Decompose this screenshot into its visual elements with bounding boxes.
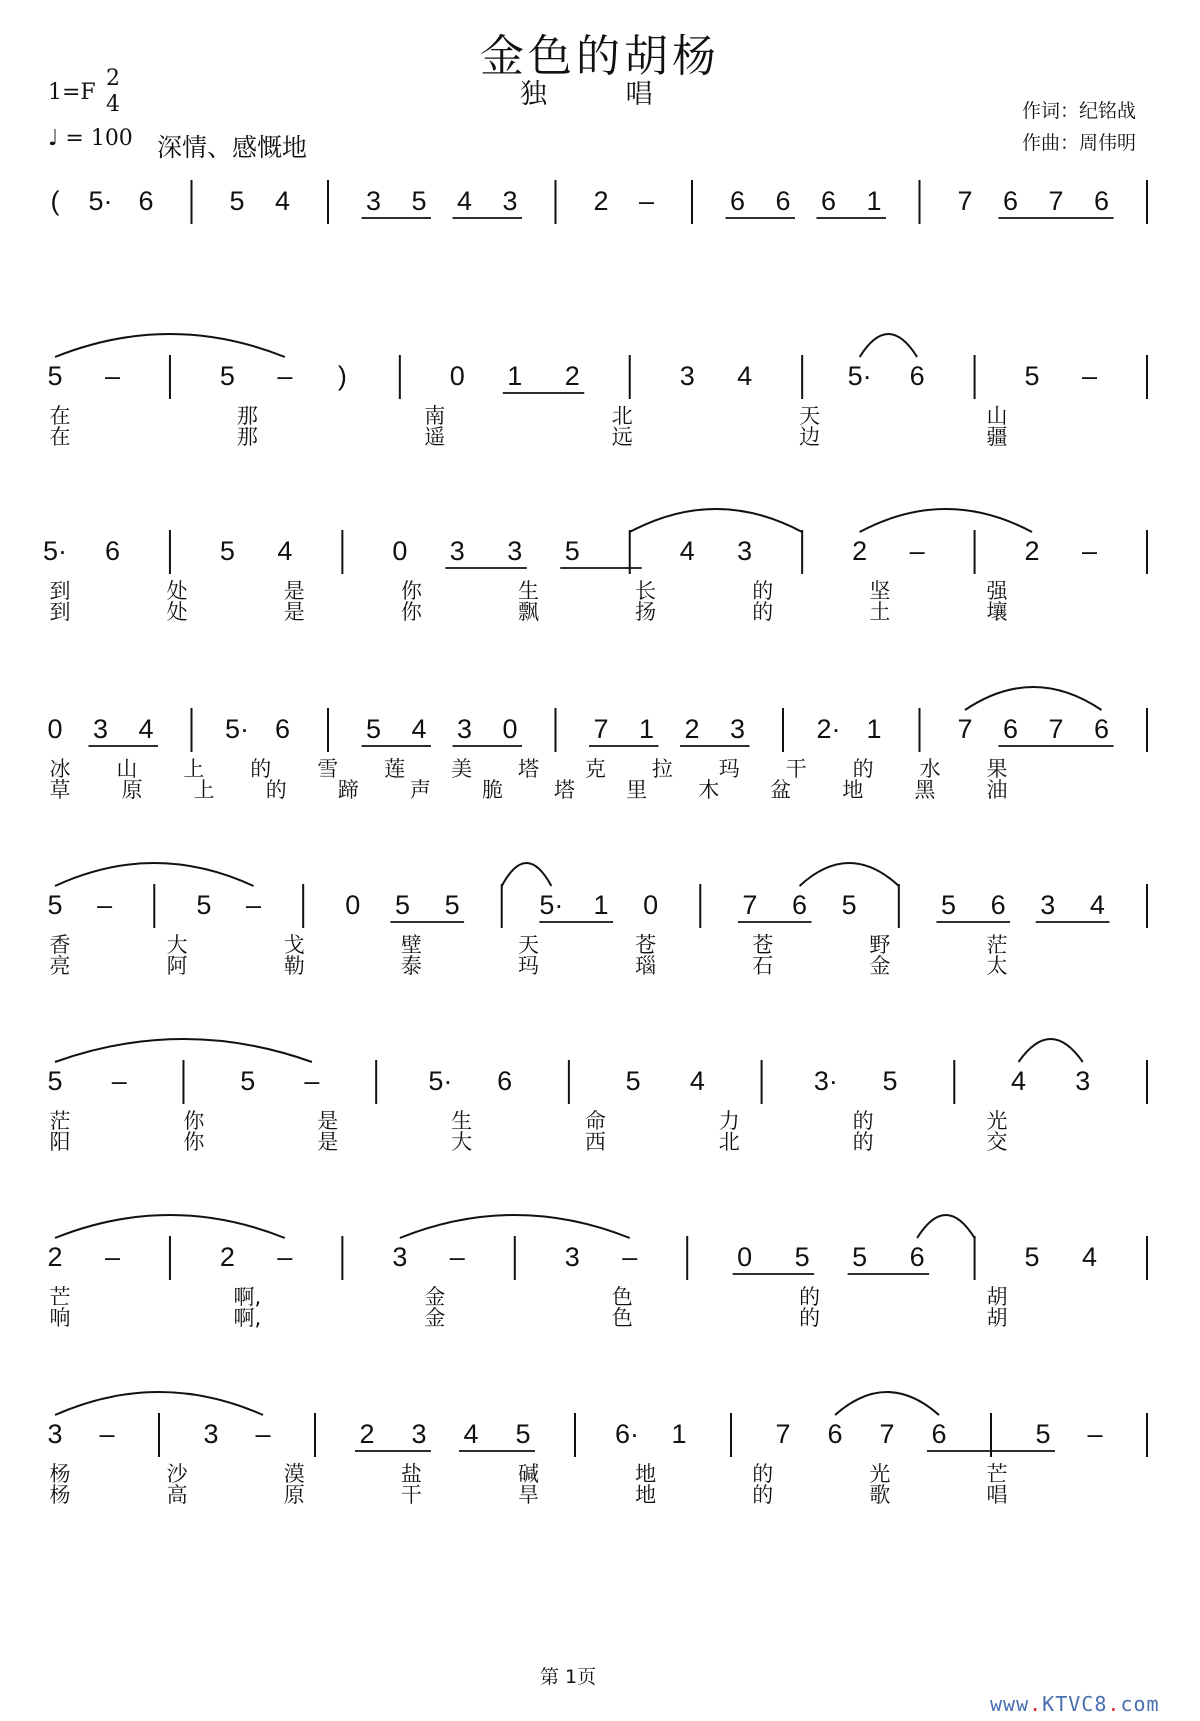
note: 0 bbox=[737, 1242, 753, 1272]
note: 4 bbox=[463, 1419, 479, 1449]
lyric: 土 bbox=[869, 600, 891, 624]
note: 4 bbox=[1089, 890, 1105, 920]
lyric: 地 bbox=[842, 778, 864, 802]
note: 6 bbox=[274, 714, 291, 744]
lyric: 强 bbox=[986, 579, 1008, 603]
tempo-value: = 100 bbox=[65, 126, 133, 151]
note: 5 bbox=[47, 1066, 63, 1096]
note: 1 bbox=[638, 714, 655, 744]
note: 3 bbox=[365, 186, 382, 216]
note: 5· bbox=[42, 536, 68, 566]
lyric: 干 bbox=[400, 1483, 422, 1507]
lyric: 高 bbox=[166, 1483, 188, 1507]
lyric: 勒 bbox=[283, 954, 305, 978]
note: 5 bbox=[515, 1419, 531, 1449]
lyric: 你 bbox=[183, 1109, 205, 1133]
note: 0 bbox=[449, 361, 465, 391]
slur bbox=[630, 509, 802, 532]
watermark-part-b: KTVC8 bbox=[1042, 1692, 1108, 1716]
lyric: 泰 bbox=[400, 954, 422, 978]
lyric: 响 bbox=[49, 1306, 71, 1330]
lyric: 杨 bbox=[49, 1483, 71, 1507]
note: 0 bbox=[643, 890, 659, 920]
note: 6· bbox=[614, 1419, 640, 1449]
lyric: 原 bbox=[121, 778, 143, 802]
note: 7 bbox=[957, 186, 973, 216]
note: 5 bbox=[219, 361, 235, 391]
slur bbox=[55, 1392, 263, 1415]
lyric: 是 bbox=[317, 1109, 339, 1133]
lyric: 的 bbox=[752, 1483, 774, 1507]
lyric: 疆 bbox=[986, 425, 1008, 449]
lyric: 的 bbox=[265, 778, 287, 802]
note: 5 bbox=[625, 1066, 641, 1096]
lyricist-credit: 作词：纪铭战 bbox=[1022, 100, 1137, 122]
lyric: 的 bbox=[852, 1130, 874, 1154]
lyric: 的 bbox=[752, 579, 774, 603]
lyric: 的 bbox=[752, 600, 774, 624]
note: 3 bbox=[507, 536, 523, 566]
note: 6 bbox=[827, 1419, 843, 1449]
note: 6 bbox=[497, 1066, 513, 1096]
note: 6 bbox=[1002, 714, 1019, 744]
note: – bbox=[255, 1419, 271, 1449]
slur bbox=[965, 687, 1102, 710]
note: – bbox=[246, 890, 262, 920]
note: 2 bbox=[47, 1242, 63, 1272]
note: 4 bbox=[277, 536, 293, 566]
note: 5 bbox=[940, 890, 956, 920]
lyric: 南 bbox=[424, 404, 446, 428]
lyric: 苍 bbox=[635, 933, 657, 957]
lyric: 漠 bbox=[283, 1462, 305, 1486]
lyric: 处 bbox=[166, 600, 188, 624]
note: 5 bbox=[47, 361, 63, 391]
lyric: 坚 bbox=[869, 579, 891, 603]
note: 6 bbox=[792, 890, 808, 920]
lyric: 戈 bbox=[283, 933, 305, 957]
note: 6 bbox=[775, 186, 791, 216]
note: 5 bbox=[1035, 1419, 1051, 1449]
lyric: 生 bbox=[518, 579, 539, 603]
note: 5 bbox=[229, 186, 245, 216]
note: 4 bbox=[138, 714, 154, 744]
note: – bbox=[638, 186, 655, 216]
note: 6 bbox=[729, 186, 746, 216]
note: – bbox=[104, 1242, 120, 1272]
lyric: 力 bbox=[718, 1109, 740, 1133]
note: 6 bbox=[909, 1242, 925, 1272]
lyric: 玛 bbox=[718, 757, 740, 781]
note: 3 bbox=[737, 536, 753, 566]
lyric: 盆 bbox=[770, 778, 792, 802]
lyric: 芒 bbox=[49, 1285, 71, 1309]
key-signature: 1=F bbox=[48, 80, 96, 105]
lyric: 扬 bbox=[635, 600, 657, 624]
lyric: 玛 bbox=[518, 954, 539, 978]
note: 6 bbox=[138, 186, 154, 216]
note: 5 bbox=[794, 1242, 810, 1272]
slur bbox=[835, 1392, 939, 1415]
note: – bbox=[1082, 536, 1098, 566]
lyric: 的 bbox=[250, 757, 272, 781]
note: 5 bbox=[564, 536, 580, 566]
note: – bbox=[909, 536, 925, 566]
lyric: 在 bbox=[49, 404, 71, 428]
lyric: 色 bbox=[611, 1285, 633, 1309]
lyric: 边 bbox=[799, 425, 821, 449]
lyric: 塔 bbox=[554, 778, 576, 802]
note: 3 bbox=[729, 714, 746, 744]
lyric: 的 bbox=[799, 1306, 821, 1330]
lyric: 远 bbox=[611, 425, 633, 449]
note: 1 bbox=[671, 1419, 687, 1449]
note: 3 bbox=[1040, 890, 1056, 920]
note: 5 bbox=[240, 1066, 256, 1096]
watermark-part-c: com bbox=[1120, 1692, 1160, 1716]
note: – bbox=[622, 1242, 638, 1272]
lyric: 命 bbox=[584, 1109, 606, 1133]
lyric: 果 bbox=[986, 757, 1008, 781]
lyric: 沙 bbox=[166, 1462, 188, 1486]
note: 5· bbox=[428, 1066, 453, 1096]
lyric: 石 bbox=[752, 954, 774, 978]
lyric: 蹄 bbox=[337, 778, 359, 802]
note: – bbox=[1087, 1419, 1103, 1449]
lyric: 黑 bbox=[914, 778, 936, 802]
note: 2· bbox=[816, 714, 841, 744]
note: 6 bbox=[909, 361, 925, 391]
note: 7 bbox=[742, 890, 758, 920]
lyric: 阳 bbox=[49, 1130, 71, 1154]
lyric: 塔 bbox=[518, 757, 539, 781]
slur bbox=[917, 1215, 974, 1238]
time-signature-bottom: 4 bbox=[106, 92, 120, 117]
note: 1 bbox=[866, 714, 882, 744]
lyric: 的 bbox=[752, 1462, 774, 1486]
note: 7 bbox=[1048, 714, 1064, 744]
lyric: 水 bbox=[919, 757, 941, 781]
note: 3 bbox=[92, 714, 109, 744]
lyric: 大 bbox=[451, 1130, 473, 1154]
lyric: 你 bbox=[183, 1130, 205, 1154]
lyric: 野 bbox=[869, 933, 891, 957]
note: 2 bbox=[359, 1419, 375, 1449]
note: 0 bbox=[392, 536, 408, 566]
slur bbox=[1019, 1039, 1083, 1062]
lyric: 是 bbox=[317, 1130, 339, 1154]
note: 5· bbox=[539, 890, 564, 920]
lyric: 茫 bbox=[49, 1109, 71, 1133]
lyric: 长 bbox=[635, 579, 657, 603]
note: 6 bbox=[104, 536, 120, 566]
lyric: 山 bbox=[986, 404, 1008, 428]
lyric: 山 bbox=[116, 757, 138, 781]
note: – bbox=[111, 1066, 127, 1096]
lyric: 歌 bbox=[869, 1483, 891, 1507]
note: – bbox=[99, 1419, 115, 1449]
site-watermark: www.KTVC8.com bbox=[990, 1692, 1160, 1716]
watermark-part-a: www bbox=[990, 1692, 1030, 1716]
lyric: 地 bbox=[635, 1462, 657, 1486]
lyric: 冰 bbox=[49, 757, 71, 781]
lyric: 声 bbox=[409, 778, 431, 802]
lyric: 光 bbox=[986, 1109, 1008, 1133]
note: 4 bbox=[411, 714, 427, 744]
performance-type: 独 唱 bbox=[520, 79, 653, 110]
lyric: 啊, bbox=[233, 1285, 262, 1309]
lyric: 亮 bbox=[49, 954, 71, 978]
lyric: 光 bbox=[869, 1462, 891, 1486]
note: 2 bbox=[684, 714, 700, 744]
lyric: 拉 bbox=[651, 757, 673, 781]
lyric: 到 bbox=[49, 600, 71, 624]
note: 0 bbox=[502, 714, 518, 744]
lyric: 的 bbox=[852, 757, 874, 781]
lyric: 盐 bbox=[400, 1462, 422, 1486]
lyric: 的 bbox=[799, 1285, 821, 1309]
note: 5 bbox=[852, 1242, 868, 1272]
note: 5 bbox=[1024, 1242, 1040, 1272]
slur bbox=[860, 509, 1032, 532]
note: – bbox=[277, 361, 293, 391]
note: – bbox=[277, 1242, 293, 1272]
lyric: 胡 bbox=[986, 1306, 1008, 1330]
lyric: 芒 bbox=[986, 1462, 1008, 1486]
note: 6 bbox=[990, 890, 1006, 920]
lyric: 阿 bbox=[166, 954, 188, 978]
note: 4 bbox=[1011, 1066, 1027, 1096]
lyric: 啊, bbox=[233, 1306, 262, 1330]
lyric: 太 bbox=[986, 954, 1008, 978]
lyric: 的 bbox=[852, 1109, 874, 1133]
note: 4 bbox=[679, 536, 695, 566]
note: 5 bbox=[1024, 361, 1040, 391]
lyric: 地 bbox=[635, 1483, 657, 1507]
lyric: 草 bbox=[49, 778, 71, 802]
note: 3· bbox=[813, 1066, 838, 1096]
note: 3 bbox=[564, 1242, 580, 1272]
lyric: 是 bbox=[283, 579, 305, 603]
lyric: 那 bbox=[236, 404, 258, 428]
lyric: 在 bbox=[49, 425, 71, 449]
note: 5· bbox=[847, 361, 872, 391]
note: 6 bbox=[1093, 714, 1110, 744]
note: 5 bbox=[365, 714, 382, 744]
lyric: 壤 bbox=[986, 600, 1008, 624]
slur bbox=[55, 1039, 312, 1062]
lyric: 美 bbox=[451, 757, 473, 781]
note: 4 bbox=[274, 186, 291, 216]
slur bbox=[55, 1215, 285, 1238]
lyric: 原 bbox=[283, 1483, 305, 1507]
note: 6 bbox=[820, 186, 837, 216]
slur bbox=[55, 334, 285, 357]
note: 2 bbox=[219, 1242, 235, 1272]
note: 6 bbox=[931, 1419, 947, 1449]
lyric: 那 bbox=[236, 425, 258, 449]
note: – bbox=[1082, 361, 1098, 391]
lyric: 上 bbox=[193, 778, 215, 802]
note: 2 bbox=[564, 361, 580, 391]
lyric: 莲 bbox=[384, 757, 406, 781]
note: 7 bbox=[593, 714, 609, 744]
note: 3 bbox=[203, 1419, 219, 1449]
lyric: 木 bbox=[698, 778, 720, 802]
lyric: 碱 bbox=[518, 1462, 539, 1486]
note: 5 bbox=[411, 186, 427, 216]
note: 3 bbox=[411, 1419, 427, 1449]
lyric: 是 bbox=[283, 600, 305, 624]
slur bbox=[800, 863, 899, 886]
lyric: 金 bbox=[424, 1285, 446, 1309]
lyric: 色 bbox=[611, 1306, 633, 1330]
note: 6 bbox=[1093, 186, 1110, 216]
note: – bbox=[104, 361, 120, 391]
lyric: 上 bbox=[183, 757, 205, 781]
song-title: 金色的胡杨 bbox=[480, 31, 720, 82]
lyric: 处 bbox=[166, 579, 188, 603]
note: 7 bbox=[775, 1419, 791, 1449]
note: 5 bbox=[444, 890, 460, 920]
note: 4 bbox=[456, 186, 473, 216]
lyric: 里 bbox=[626, 778, 648, 802]
lyric: 壁 bbox=[400, 933, 422, 957]
lyric: 到 bbox=[49, 579, 71, 603]
slur bbox=[400, 1215, 630, 1238]
lyric: 天 bbox=[799, 404, 821, 428]
note: – bbox=[304, 1066, 320, 1096]
note: – bbox=[449, 1242, 465, 1272]
lyric: 你 bbox=[400, 600, 422, 624]
note: 0 bbox=[345, 890, 361, 920]
note: ( bbox=[50, 186, 60, 216]
lyric: 香 bbox=[49, 933, 71, 957]
note: 3 bbox=[47, 1419, 63, 1449]
note: 1 bbox=[866, 186, 882, 216]
lyric: 干 bbox=[785, 757, 807, 781]
lyric: 天 bbox=[518, 933, 539, 957]
note: 7 bbox=[879, 1419, 895, 1449]
note: 4 bbox=[689, 1066, 705, 1096]
lyric: 油 bbox=[986, 778, 1008, 802]
lyric: 茫 bbox=[986, 933, 1008, 957]
note: ) bbox=[337, 361, 347, 391]
lyric: 瑙 bbox=[635, 954, 657, 978]
lyric: 飘 bbox=[518, 600, 539, 624]
note: 5· bbox=[224, 714, 250, 744]
lyric: 雪 bbox=[317, 757, 339, 781]
expression-marking: 深情、感慨地 bbox=[157, 133, 308, 162]
lyric: 北 bbox=[718, 1130, 740, 1154]
lyric: 杨 bbox=[49, 1462, 71, 1486]
lyric: 你 bbox=[400, 579, 422, 603]
note: 5 bbox=[47, 890, 63, 920]
lyric: 克 bbox=[584, 757, 606, 781]
note: 3 bbox=[502, 186, 518, 216]
lyric: 西 bbox=[584, 1130, 606, 1154]
note: 7 bbox=[1048, 186, 1064, 216]
note: – bbox=[97, 890, 113, 920]
lyric: 胡 bbox=[986, 1285, 1008, 1309]
lyric: 北 bbox=[611, 404, 633, 428]
note: 4 bbox=[1082, 1242, 1098, 1272]
note: 3 bbox=[1075, 1066, 1091, 1096]
note: 2 bbox=[1024, 536, 1040, 566]
note: 0 bbox=[47, 714, 63, 744]
note: 5 bbox=[394, 890, 410, 920]
slur bbox=[502, 863, 552, 886]
note: 4 bbox=[737, 361, 753, 391]
slur bbox=[860, 334, 917, 357]
lyric: 苍 bbox=[752, 933, 774, 957]
note: 5 bbox=[841, 890, 857, 920]
slur bbox=[55, 863, 254, 886]
lyric: 唱 bbox=[986, 1483, 1008, 1507]
time-signature-top: 2 bbox=[106, 66, 120, 91]
note: 1 bbox=[507, 361, 523, 391]
lyric: 大 bbox=[166, 933, 188, 957]
note: 3 bbox=[392, 1242, 408, 1272]
note: 2 bbox=[852, 536, 868, 566]
composer-credit: 作曲：周伟明 bbox=[1022, 132, 1137, 154]
note: 1 bbox=[593, 890, 609, 920]
lyric: 生 bbox=[451, 1109, 473, 1133]
note: 5 bbox=[219, 536, 235, 566]
lyric: 脆 bbox=[481, 778, 503, 802]
lyric: 遥 bbox=[424, 425, 446, 449]
note: 7 bbox=[957, 714, 973, 744]
lyric: 旱 bbox=[518, 1483, 539, 1507]
note: 6 bbox=[1002, 186, 1019, 216]
note: 2 bbox=[593, 186, 609, 216]
lyric: 金 bbox=[869, 954, 891, 978]
note: 3 bbox=[456, 714, 473, 744]
lyric: 交 bbox=[986, 1130, 1008, 1154]
quarter-note-icon: ♩ bbox=[48, 126, 59, 151]
page-number: 第 1页 bbox=[540, 1666, 597, 1688]
lyric: 金 bbox=[424, 1306, 446, 1330]
note: 5 bbox=[882, 1066, 898, 1096]
note: 3 bbox=[679, 361, 695, 391]
note: 5· bbox=[88, 186, 113, 216]
note: 5 bbox=[196, 890, 212, 920]
note: 3 bbox=[449, 536, 465, 566]
